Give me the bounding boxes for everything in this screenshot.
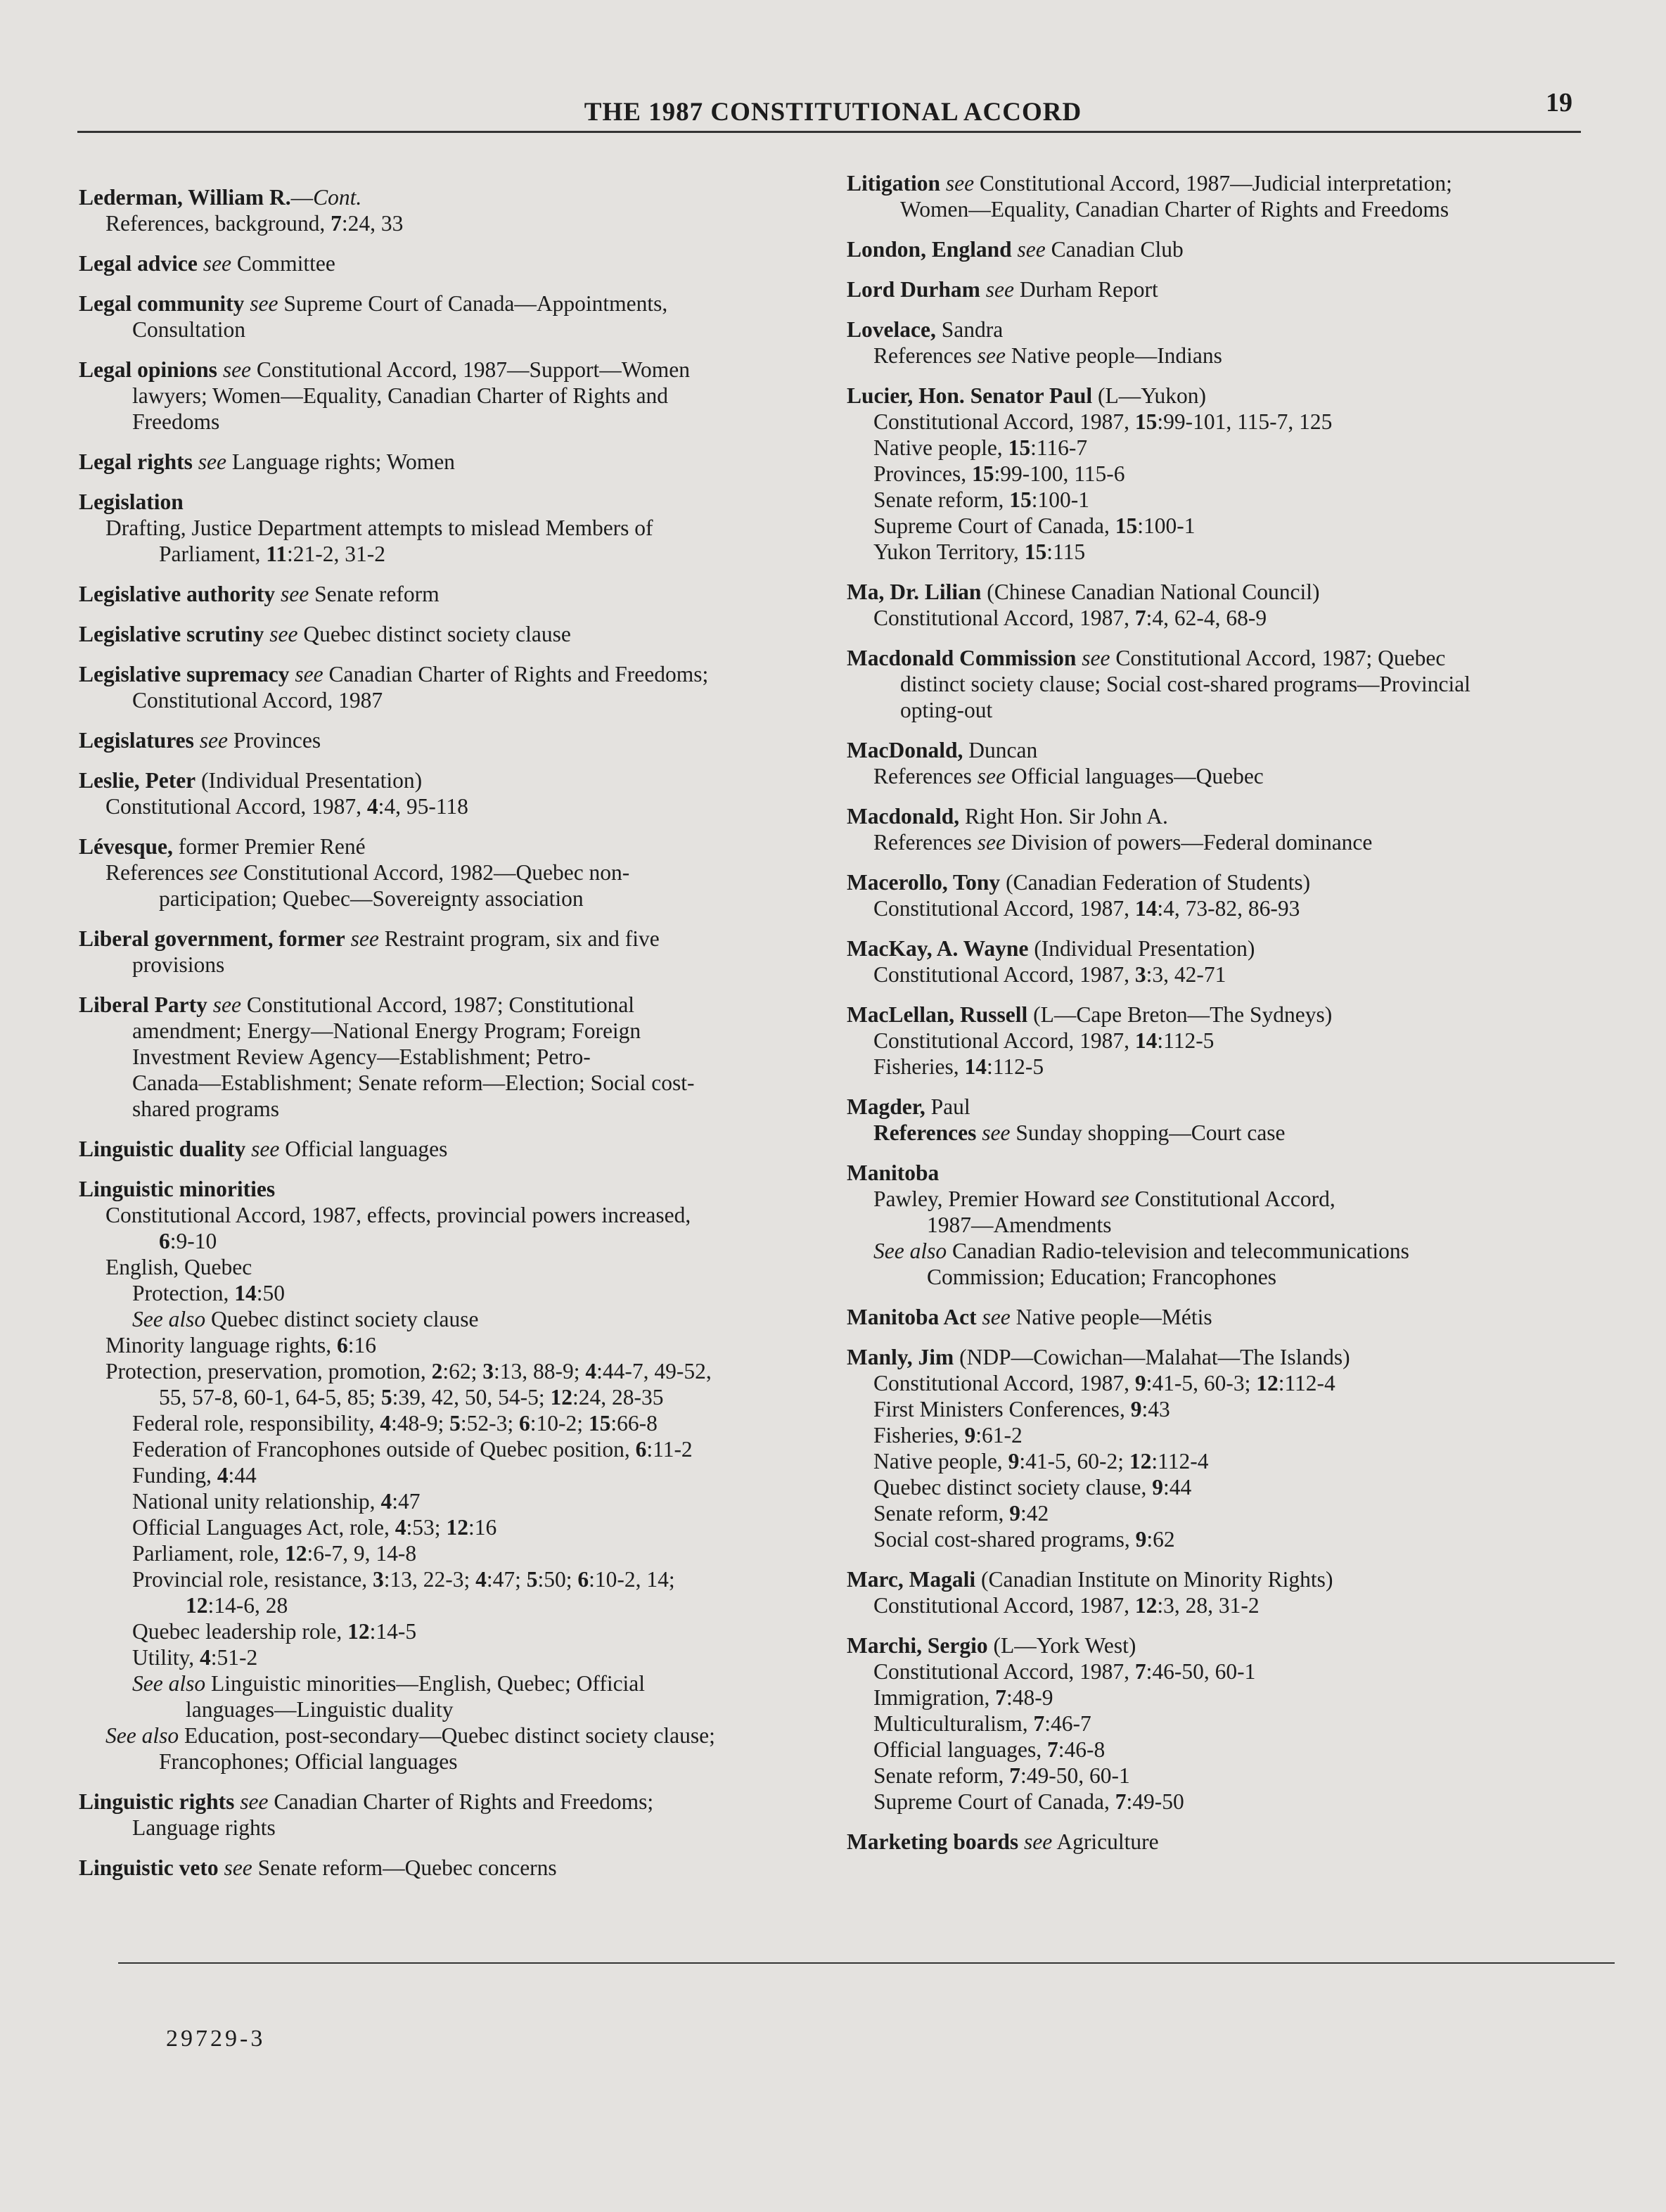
index-entry-heading: Leslie, Peter (Individual Presentation) (79, 768, 423, 793)
index-entry (847, 1632, 1613, 1815)
index-entry (847, 737, 1613, 789)
index-entry-subline: Protection, 14:50 (132, 1281, 285, 1305)
index-entry (847, 1566, 1613, 1618)
index-entry-subline: Provinces, 15:99-100, 115-6 (873, 461, 1125, 486)
index-entry (847, 317, 1613, 369)
index-entry-subline: 55, 57-8, 60-1, 64-5, 85; 5:39, 42, 50, 54-5; 12:24, 28-35 (159, 1385, 664, 1409)
index-entry-heading: MacKay, A. Wayne (Individual Presentation) (847, 936, 1255, 961)
index-entry-subline: Pawley, Premier Howard see Constitutional Accord, (873, 1187, 1335, 1211)
index-column-right (847, 170, 1613, 1869)
index-entry-subline: distinct society clause; Social cost-shared programs—Provincial (900, 672, 1470, 696)
index-entry-subline: First Ministers Conferences, 9:43 (873, 1397, 1170, 1421)
index-entry-heading: Lord Durham see Durham Report (847, 277, 1158, 302)
index-entry (79, 1176, 852, 1775)
index-entry-subline: Native people, 15:116-7 (873, 435, 1088, 460)
index-entry-subline: Senate reform, 7:49-50, 60-1 (873, 1763, 1130, 1788)
index-entry-subline: Yukon Territory, 15:115 (873, 539, 1086, 564)
index-entry-subline: National unity relationship, 4:47 (132, 1489, 421, 1514)
index-entry-heading: Linguistic duality see Official languages (79, 1137, 448, 1161)
index-entry-subline: Constitutional Accord, 1987, 3:3, 42-71 (873, 962, 1226, 987)
index-entry (79, 833, 852, 912)
index-entry-subline: Constitutional Accord, 1987, 12:3, 28, 31-2 (873, 1593, 1260, 1618)
index-entry-subline: References see Official languages—Quebec (873, 764, 1264, 788)
index-entry-heading: MacDonald, Duncan (847, 738, 1038, 762)
index-entry-heading: Macdonald, Right Hon. Sir John A. (847, 804, 1168, 829)
index-entry-heading: Legal opinions see Constitutional Accord, 1987—Support—Women (79, 357, 690, 382)
index-entry (847, 1304, 1613, 1330)
index-entry (79, 1855, 852, 1881)
page-number: 19 (1546, 88, 1572, 117)
index-entry (79, 661, 852, 713)
index-entry (79, 250, 852, 276)
running-header-title: THE 1987 CONSTITUTIONAL ACCORD (584, 98, 1082, 127)
index-entry-subline: See also Linguistic minorities—English, Quebec; Official (132, 1671, 646, 1696)
index-entry-subline: Provincial role, resistance, 3:13, 22-3; 4:47; 5:50; 6:10-2, 14; (132, 1567, 675, 1592)
index-entry (79, 184, 852, 236)
index-entry (847, 170, 1613, 222)
index-entry (79, 581, 852, 607)
index-entry-subline: lawyers; Women—Equality, Canadian Charter of Rights and (132, 383, 669, 408)
index-entry (79, 992, 852, 1122)
index-entry-heading: Legislative supremacy see Canadian Charter of Rights and Freedoms; (79, 662, 709, 686)
index-entry-subline: Federation of Francophones outside of Quebec position, 6:11-2 (132, 1437, 693, 1462)
index-entry-heading: Linguistic veto see Senate reform—Quebec concerns (79, 1855, 557, 1880)
index-entry-heading: Ma, Dr. Lilian (Chinese Canadian National Council) (847, 580, 1320, 604)
index-entry (847, 935, 1613, 987)
index-entry-subline: References see Division of powers—Federal dominance (873, 830, 1373, 855)
index-entry-subline: References see Constitutional Accord, 1982—Quebec non- (105, 860, 630, 885)
index-entry (79, 357, 852, 435)
index-entry-heading: London, England see Canadian Club (847, 237, 1184, 262)
index-entry-subline: Quebec leadership role, 12:14-5 (132, 1619, 417, 1644)
index-entry-subline: Drafting, Justice Department attempts to mislead Members of (105, 516, 653, 540)
index-entry-subline: Consultation (132, 317, 246, 342)
index-entry-subline: 12:14-6, 28 (186, 1593, 288, 1618)
index-entry-heading: Litigation see Constitutional Accord, 1987—Judicial interpretation; (847, 171, 1452, 196)
index-entry-subline: Official Languages Act, role, 4:53; 12:16 (132, 1515, 497, 1540)
index-entry-heading: Linguistic minorities (79, 1177, 276, 1201)
index-entry-heading: Macerollo, Tony (Canadian Federation of Students) (847, 870, 1311, 895)
index-entry-subline: Language rights (132, 1815, 276, 1840)
index-entry-subline: Social cost-shared programs, 9:62 (873, 1527, 1175, 1552)
index-entry (79, 926, 852, 978)
index-entry-subline: Canada—Establishment; Senate reform—Election; Social cost- (132, 1070, 695, 1095)
index-entry-subline: Constitutional Accord, 1987, 14:4, 73-82, 86-93 (873, 896, 1300, 921)
footer-code: 29729-3 (166, 2026, 266, 2052)
index-entry-subline: Utility, 4:51-2 (132, 1645, 258, 1670)
index-entry (847, 579, 1613, 631)
index-entry-subline: Native people, 9:41-5, 60-2; 12:112-4 (873, 1449, 1209, 1473)
index-entry-subline: Investment Review Agency—Establishment; Petro- (132, 1044, 591, 1069)
index-entry-heading: Manitoba (847, 1161, 940, 1185)
index-entry-subline: Constitutional Accord, 1987, 9:41-5, 60-3; 12:112-4 (873, 1371, 1335, 1395)
index-entry-subline: Commission; Education; Francophones (927, 1265, 1276, 1289)
index-entry-subline: Constitutional Accord, 1987, effects, provincial powers increased, (105, 1203, 691, 1227)
index-entry (79, 767, 852, 819)
index-entry-heading: Legal advice see Committee (79, 251, 335, 276)
index-entry-subline: Freedoms (132, 409, 220, 434)
index-entry-subline: 1987—Amendments (927, 1213, 1112, 1237)
index-entry-heading: Lévesque, former Premier René (79, 834, 366, 859)
index-entry (79, 727, 852, 753)
index-entry-heading: Liberal government, former see Restraint program, six and five (79, 926, 660, 951)
index-entry-heading: Marketing boards see Agriculture (847, 1829, 1159, 1854)
index-entry-subline: Protection, preservation, promotion, 2:62; 3:13, 88-9; 4:44-7, 49-52, (105, 1359, 712, 1383)
index-entry-heading: Lovelace, Sandra (847, 317, 1004, 342)
index-entry (79, 1136, 852, 1162)
header-rule (77, 131, 1581, 133)
index-entry-subline: References see Native people—Indians (873, 343, 1222, 368)
index-entry-heading: Legal community see Supreme Court of Canada—Appointments, (79, 291, 668, 316)
index-entry-heading: Legislative scrutiny see Quebec distinct society clause (79, 622, 571, 646)
index-column-left (79, 184, 852, 1895)
index-entry-heading: Magder, Paul (847, 1094, 970, 1119)
index-entry-heading: Manitoba Act see Native people—Métis (847, 1305, 1212, 1329)
index-entry-subline: References, background, 7:24, 33 (105, 211, 404, 236)
index-entry-heading: MacLellan, Russell (L—Cape Breton—The Sydneys) (847, 1002, 1333, 1027)
index-entry-heading: Marc, Magali (Canadian Institute on Minority Rights) (847, 1567, 1333, 1592)
index-entry-heading: Linguistic rights see Canadian Charter of Rights and Freedoms; (79, 1789, 654, 1814)
index-entry-heading: Lucier, Hon. Senator Paul (L—Yukon) (847, 383, 1207, 408)
index-entry-subline: Constitutional Accord, 1987, 4:4, 95-118 (105, 794, 468, 819)
index-entry-heading: Macdonald Commission see Constitutional Accord, 1987; Quebec (847, 646, 1446, 670)
index-entry-subline: Supreme Court of Canada, 7:49-50 (873, 1789, 1184, 1814)
index-entry-subline: Official languages, 7:46-8 (873, 1737, 1106, 1762)
index-entry-heading: Legislation (79, 490, 184, 514)
index-entry (847, 1829, 1613, 1855)
index-entry-subline: Fisheries, 9:61-2 (873, 1423, 1023, 1447)
index-entry-subline: 6:9-10 (159, 1229, 217, 1253)
footer-rule (118, 1962, 1615, 1964)
index-entry-subline: Parliament, role, 12:6-7, 9, 14-8 (132, 1541, 417, 1566)
index-entry-subline: languages—Linguistic duality (186, 1697, 454, 1722)
index-entry (847, 276, 1613, 302)
index-entry-heading: Legislative authority see Senate reform (79, 582, 440, 606)
index-entry (847, 1002, 1613, 1080)
index-entry (847, 869, 1613, 921)
index-entry-subline: Multiculturalism, 7:46-7 (873, 1711, 1091, 1736)
index-entry-heading: Legislatures see Provinces (79, 728, 321, 753)
index-entry-subline: Senate reform, 9:42 (873, 1501, 1049, 1526)
index-entry-subline: Fisheries, 14:112-5 (873, 1054, 1044, 1079)
index-entry-subline: Quebec distinct society clause, 9:44 (873, 1475, 1192, 1500)
index-entry (847, 803, 1613, 855)
index-entry (79, 449, 852, 475)
index-entry-heading: Manly, Jim (NDP—Cowichan—Malahat—The Islands) (847, 1345, 1350, 1369)
index-entry (79, 290, 852, 343)
index-entry-subline: See also Canadian Radio-television and telecommunications (873, 1239, 1409, 1263)
index-entry-heading: Marchi, Sergio (L—York West) (847, 1633, 1136, 1658)
index-entry-subline: Constitutional Accord, 1987 (132, 688, 383, 712)
index-entry (847, 645, 1613, 723)
index-entry-subline: See also Education, post-secondary—Quebec distinct society clause; (105, 1723, 715, 1748)
index-entry (847, 1344, 1613, 1552)
index-entry-subline: References see Sunday shopping—Court case (873, 1120, 1286, 1145)
index-entry-subline: English, Quebec (105, 1255, 252, 1279)
index-entry (79, 621, 852, 647)
index-entry-subline: Minority language rights, 6:16 (105, 1333, 376, 1357)
index-entry-subline: provisions (132, 952, 225, 977)
index-entry-subline: Constitutional Accord, 1987, 15:99-101, 115-7, 125 (873, 409, 1333, 434)
index-entry-subline: Federal role, responsibility, 4:48-9; 5:52-3; 6:10-2; 15:66-8 (132, 1411, 658, 1436)
index-entry-subline: Supreme Court of Canada, 15:100-1 (873, 513, 1196, 538)
index-entry-subline: Parliament, 11:21-2, 31-2 (159, 542, 385, 566)
index-entry-subline: amendment; Energy—National Energy Program; Foreign (132, 1018, 641, 1043)
index-entry (847, 236, 1613, 262)
index-entry-heading: Liberal Party see Constitutional Accord, 1987; Constitutional (79, 992, 635, 1017)
index-entry (847, 383, 1613, 565)
index-entry-subline: shared programs (132, 1097, 280, 1121)
index-entry-subline: Senate reform, 15:100-1 (873, 487, 1090, 512)
index-entry-heading: Legal rights see Language rights; Women (79, 449, 455, 474)
index-entry-heading: Lederman, William R.—Cont. (79, 185, 362, 210)
index-entry (847, 1160, 1613, 1290)
index-entry (79, 1789, 852, 1841)
index-entry-subline: Francophones; Official languages (159, 1749, 458, 1774)
index-entry-subline: Women—Equality, Canadian Charter of Rights and Freedoms (900, 197, 1449, 222)
index-entry-subline: participation; Quebec—Sovereignty association (159, 886, 584, 911)
index-entry (847, 1094, 1613, 1146)
index-entry-subline: See also Quebec distinct society clause (132, 1307, 479, 1331)
index-entry-subline: Constitutional Accord, 1987, 7:46-50, 60-1 (873, 1659, 1256, 1684)
index-entry (79, 489, 852, 567)
index-entry-subline: Funding, 4:44 (132, 1463, 257, 1488)
index-entry-subline: Constitutional Accord, 1987, 7:4, 62-4, 68-9 (873, 606, 1267, 630)
index-entry-subline: Immigration, 7:48-9 (873, 1685, 1053, 1710)
index-entry-subline: Constitutional Accord, 1987, 14:112-5 (873, 1028, 1215, 1053)
index-entry-subline: opting-out (900, 698, 993, 722)
